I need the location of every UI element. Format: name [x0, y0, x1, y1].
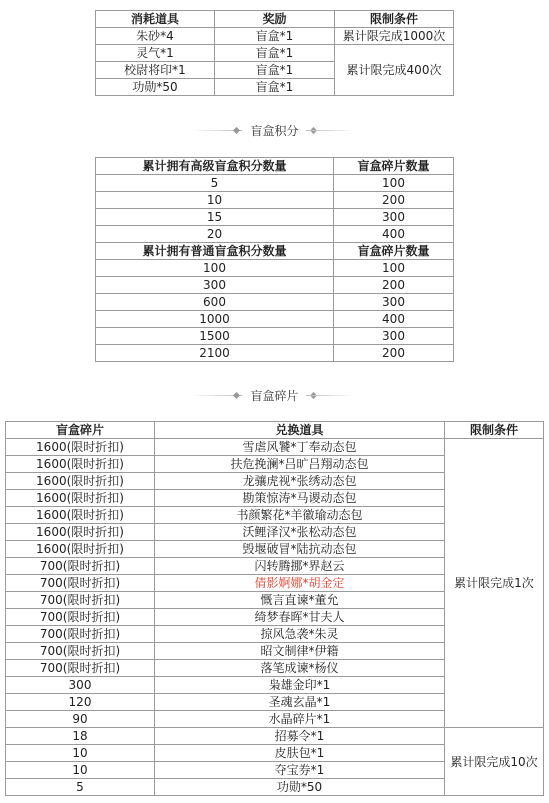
table-header-row: [6, 422, 544, 439]
fragment-cost-cell: 1600(限时折扣): [6, 524, 155, 541]
exchange-item-cell: 落笔成谏*杨仪: [155, 660, 445, 677]
points-cell: 1500: [96, 328, 334, 345]
table-row: [96, 311, 454, 328]
points-cell: 1000: [96, 311, 334, 328]
exchange-item-cell: 扶危挽澜*吕旷吕翔动态包: [155, 456, 445, 473]
points-cell: 2100: [96, 345, 334, 362]
exchange-table-body: [6, 422, 544, 796]
section-title: 盲盒碎片: [250, 389, 299, 403]
points-cell: 20: [96, 226, 334, 243]
item-cell: 功勋*50: [96, 79, 215, 96]
section-divider: [0, 120, 549, 140]
fragment-cost-cell: 1600(限时折扣): [6, 456, 155, 473]
exchange-item-cell: 掠风急袭*朱灵: [155, 626, 445, 643]
fragment-count-cell: 300: [334, 328, 454, 345]
item-cell: 灵气*1: [96, 45, 215, 62]
exchange-item-cell: 皮肤包*1: [155, 745, 445, 762]
fragment-count-cell: 200: [334, 345, 454, 362]
fragment-cost-cell: 700(限时折扣): [6, 609, 155, 626]
points-cell: 600: [96, 294, 334, 311]
table-row: [96, 28, 454, 45]
table-header-row: [96, 11, 454, 28]
exchange-item-cell: 书颜繁花*羊徽瑜动态包: [155, 507, 445, 524]
points-cell: 5: [96, 175, 334, 192]
points-cell: 100: [96, 260, 334, 277]
table-header-row: [96, 158, 454, 175]
item-cell: 校尉将印*1: [96, 62, 215, 79]
divider-line: [306, 130, 356, 131]
limit-cell: 累计限完成1000次: [335, 28, 454, 45]
fragment-count-cell: 200: [334, 277, 454, 294]
exchange-item-cell: 功勋*50: [155, 779, 445, 796]
exchange-item-cell: 圣魂玄晶*1: [155, 694, 445, 711]
exchange-item-cell: 水晶碎片*1: [155, 711, 445, 728]
header-cell: 盲盒碎片数量: [334, 243, 454, 260]
header-cell: 奖励: [215, 11, 335, 28]
fragment-count-cell: 400: [334, 311, 454, 328]
fragment-cost-cell: 700(限时折扣): [6, 592, 155, 609]
table-row: [96, 45, 454, 62]
fragment-cost-cell: 700(限时折扣): [6, 575, 155, 592]
limit-cell: 累计限完成400次: [335, 45, 454, 96]
fragment-cost-cell: 700(限时折扣): [6, 660, 155, 677]
reward-cell: 盲盒*1: [215, 28, 335, 45]
exchange-item-cell: 沃鲤泽汉*张松动态包: [155, 524, 445, 541]
header-cell: 累计拥有高级盲盒积分数量: [96, 158, 334, 175]
fragment-cost-cell: 1600(限时折扣): [6, 541, 155, 558]
fragment-cost-cell: 120: [6, 694, 155, 711]
fragment-count-cell: 300: [334, 294, 454, 311]
fragment-cost-cell: 10: [6, 762, 155, 779]
exchange-table: [5, 421, 544, 796]
table-row: [96, 175, 454, 192]
header-cell: 限制条件: [445, 422, 544, 439]
table-row: [96, 328, 454, 345]
exchange-item-cell: 昭文制律*伊籍: [155, 643, 445, 660]
fragment-count-cell: 100: [334, 260, 454, 277]
table-row: [96, 226, 454, 243]
header-cell: 盲盒碎片: [6, 422, 155, 439]
exchange-item-cell: 枭雄金印*1: [155, 677, 445, 694]
table-row: [96, 277, 454, 294]
header-cell: 盲盒碎片数量: [334, 158, 454, 175]
exchange-item-cell: 倩影婀娜*胡金定: [155, 575, 445, 592]
exchange-item-cell: 招募令*1: [155, 728, 445, 745]
header-cell: 限制条件: [335, 11, 454, 28]
reward-cell: 盲盒*1: [215, 62, 335, 79]
fragment-cost-cell: 700(限时折扣): [6, 643, 155, 660]
fragment-cost-cell: 1600(限时折扣): [6, 473, 155, 490]
fragment-cost-cell: 700(限时折扣): [6, 626, 155, 643]
divider-line: [306, 395, 356, 396]
table-row: [6, 728, 544, 745]
fragment-count-cell: 400: [334, 226, 454, 243]
limit-cell: 累计限完成10次: [445, 728, 544, 796]
table-row: [96, 260, 454, 277]
header-cell: 兑换道具: [155, 422, 445, 439]
exchange-item-cell: 绮梦春晖*甘夫人: [155, 609, 445, 626]
fragment-count-cell: 200: [334, 192, 454, 209]
item-cell: 朱砂*4: [96, 28, 215, 45]
table-header-row: [96, 243, 454, 260]
fragment-count-cell: 300: [334, 209, 454, 226]
exchange-item-cell: 夺宝券*1: [155, 762, 445, 779]
points-table: [95, 157, 454, 362]
table-row: [96, 294, 454, 311]
limit-cell: 累计限完成1次: [445, 439, 544, 728]
exchange-item-cell: 毁堰破冒*陆抗动态包: [155, 541, 445, 558]
exchange-item-cell: 闪转腾挪*界赵云: [155, 558, 445, 575]
fragment-cost-cell: 18: [6, 728, 155, 745]
header-cell: 消耗道具: [96, 11, 215, 28]
fragment-cost-cell: 90: [6, 711, 155, 728]
section-title: 盲盒积分: [250, 124, 299, 138]
points-cell: 15: [96, 209, 334, 226]
section-divider: [0, 385, 549, 405]
points-table-body: [96, 158, 454, 362]
fragment-cost-cell: 10: [6, 745, 155, 762]
reward-cell: 盲盒*1: [215, 45, 335, 62]
table-row: [6, 439, 544, 456]
exchange-item-cell: 慨言直谏*董允: [155, 592, 445, 609]
table-row: [96, 209, 454, 226]
table-row: [96, 345, 454, 362]
consumption-table: [95, 10, 454, 96]
reward-cell: 盲盒*1: [215, 79, 335, 96]
fragment-cost-cell: 700(限时折扣): [6, 558, 155, 575]
fragment-cost-cell: 1600(限时折扣): [6, 439, 155, 456]
fragment-cost-cell: 1600(限时折扣): [6, 490, 155, 507]
table-row: [96, 192, 454, 209]
exchange-item-cell: 龙骧虎视*张绣动态包: [155, 473, 445, 490]
points-cell: 10: [96, 192, 334, 209]
fragment-cost-cell: 300: [6, 677, 155, 694]
points-cell: 300: [96, 277, 334, 294]
fragment-count-cell: 100: [334, 175, 454, 192]
header-cell: 累计拥有普通盲盒积分数量: [96, 243, 334, 260]
exchange-item-cell: 雪虐风饕*丁奉动态包: [155, 439, 445, 456]
exchange-item-cell: 勘策惊涛*马谡动态包: [155, 490, 445, 507]
fragment-cost-cell: 5: [6, 779, 155, 796]
fragment-cost-cell: 1600(限时折扣): [6, 507, 155, 524]
